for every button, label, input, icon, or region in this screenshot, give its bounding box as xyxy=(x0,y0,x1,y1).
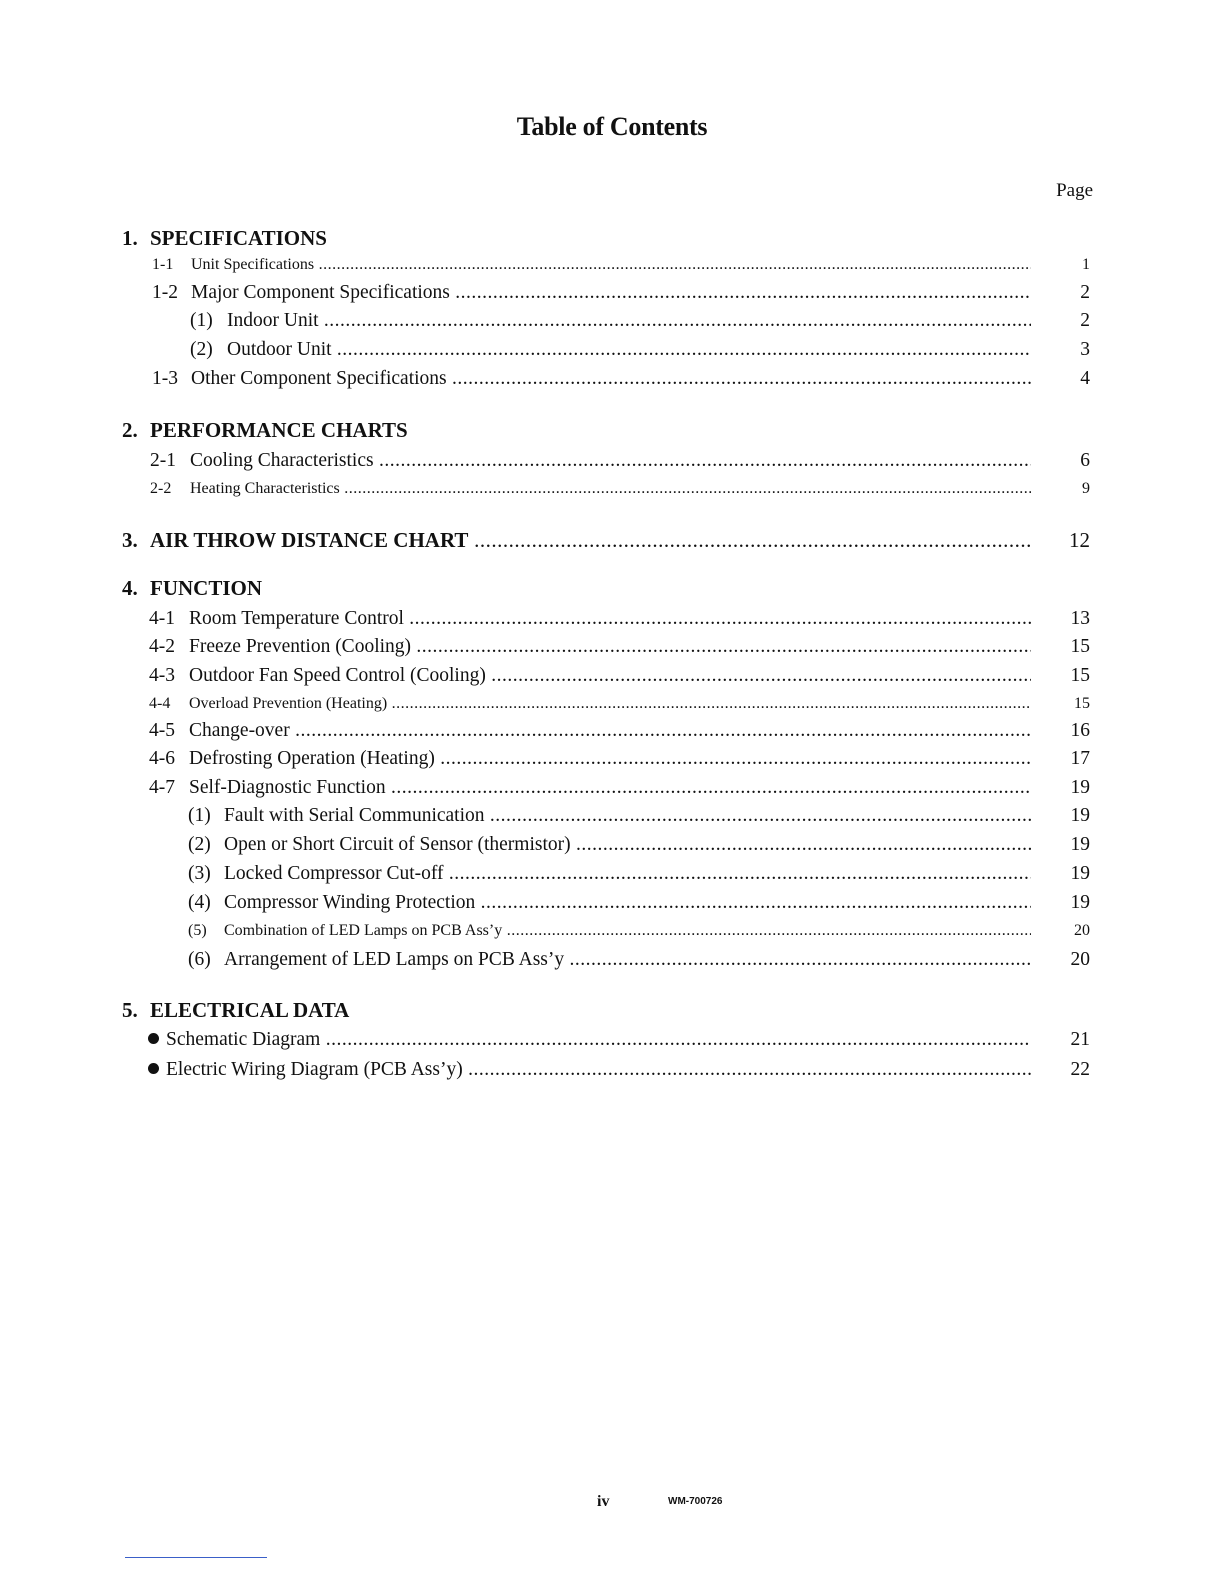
section-number: 1. xyxy=(122,226,138,250)
entry-code: 4-1 xyxy=(149,608,175,629)
toc-entry[interactable] xyxy=(0,892,1224,918)
document-title: Table of Contents xyxy=(516,112,708,141)
toc-entry[interactable] xyxy=(0,480,1224,506)
toc-entry[interactable] xyxy=(0,256,1224,282)
entry-code: 4-5 xyxy=(149,720,175,741)
section-title: FUNCTION xyxy=(150,576,263,600)
entry-page: 3 xyxy=(1080,339,1090,360)
entry-page: 15 xyxy=(1074,695,1090,712)
entry-page: 17 xyxy=(1070,748,1090,769)
entry-code: 4-7 xyxy=(149,777,175,798)
toc-entry[interactable] xyxy=(0,863,1224,889)
entry-page: 19 xyxy=(1070,834,1090,855)
entry-code: 2-2 xyxy=(150,480,172,497)
entry-label: Room Temperature Control ..... xyxy=(189,608,1031,630)
toc-entry[interactable] xyxy=(0,450,1224,476)
section-title xyxy=(150,528,1031,553)
entry-label: Other Component Specifications ..... xyxy=(191,368,1031,390)
section-title: SPECIFICATIONS xyxy=(150,226,327,250)
toc-entry[interactable] xyxy=(0,748,1224,774)
entry-page: 2 xyxy=(1080,282,1090,303)
toc-entry[interactable] xyxy=(0,1059,1224,1085)
entry-page: 2 xyxy=(1080,310,1090,331)
toc-entry[interactable] xyxy=(0,805,1224,831)
entry-label: Heating Characteristics ..... xyxy=(190,480,1031,498)
entry-page: 19 xyxy=(1070,892,1090,913)
entry-page: 13 xyxy=(1070,608,1090,629)
entry-code: 1-2 xyxy=(152,282,178,303)
toc-entry[interactable] xyxy=(0,1029,1224,1055)
footnote-rule xyxy=(125,1557,267,1558)
section-number: 4. xyxy=(122,576,138,600)
entry-label: Defrosting Operation (Heating) ..... xyxy=(189,748,1031,770)
entry-code: 1-3 xyxy=(152,368,178,389)
entry-page: 4 xyxy=(1080,368,1090,389)
toc-entry[interactable] xyxy=(0,665,1224,691)
entry-label: Cooling Characteristics ..... xyxy=(190,450,1031,472)
section-heading-performance-charts xyxy=(122,418,408,443)
entry-label: Indoor Unit ..... xyxy=(227,310,1031,332)
entry-code: (1) xyxy=(188,805,211,826)
entry-page: 19 xyxy=(1070,805,1090,826)
toc-entry-air-throw[interactable] xyxy=(0,528,1224,558)
toc-entry[interactable] xyxy=(0,695,1224,721)
toc-entry[interactable] xyxy=(0,720,1224,746)
section-number: 5. xyxy=(122,998,138,1022)
page-footer xyxy=(0,1493,1224,1513)
entry-label: Change-over ..... xyxy=(189,720,1031,742)
toc-entry[interactable] xyxy=(0,282,1224,308)
entry-page: 20 xyxy=(1070,949,1090,970)
footer-page-number: iv xyxy=(597,1493,610,1510)
entry-label: Outdoor Fan Speed Control (Cooling) ..... xyxy=(189,665,1031,687)
entry-page: 21 xyxy=(1070,1029,1090,1050)
entry-label: Combination of LED Lamps on PCB Ass’y ..... xyxy=(224,922,1031,940)
entry-code: 4-6 xyxy=(149,748,175,769)
entry-code: 4-3 xyxy=(149,665,175,686)
entry-code: (3) xyxy=(188,863,211,884)
toc-entry[interactable] xyxy=(0,949,1224,975)
entry-label: Unit Specifications ..... xyxy=(191,256,1031,274)
section-heading-function xyxy=(122,576,262,601)
toc-entry[interactable] xyxy=(0,608,1224,634)
entry-label: Self-Diagnostic Function ..... xyxy=(189,777,1031,799)
section-title: ELECTRICAL DATA xyxy=(150,998,350,1022)
entry-page: 20 xyxy=(1074,922,1090,939)
entry-code: (2) xyxy=(190,339,213,360)
page-column-label: Page xyxy=(1056,180,1093,201)
entry-page: 15 xyxy=(1070,665,1090,686)
toc-entry[interactable] xyxy=(0,636,1224,662)
section-heading-electrical-data xyxy=(122,998,349,1023)
bullet-icon xyxy=(148,1059,164,1081)
entry-label: Freeze Prevention (Cooling) ..... xyxy=(189,636,1031,658)
entry-code: 1-1 xyxy=(152,256,174,273)
entry-page: 16 xyxy=(1070,720,1090,741)
entry-label: Locked Compressor Cut-off ..... xyxy=(224,863,1031,885)
entry-label: Arrangement of LED Lamps on PCB Ass’y ..... xyxy=(224,949,1031,971)
entry-code: (4) xyxy=(188,892,211,913)
entry-page: 22 xyxy=(1070,1059,1090,1080)
toc-entry[interactable] xyxy=(0,310,1224,336)
entry-label: Compressor Winding Protection ..... xyxy=(224,892,1031,914)
section-heading-specifications xyxy=(122,226,327,251)
entry-page: 6 xyxy=(1080,450,1090,471)
entry-label: Open or Short Circuit of Sensor (thermistor) ..... xyxy=(224,834,1031,856)
entry-code: (1) xyxy=(190,310,213,331)
entry-code: (5) xyxy=(188,922,207,939)
toc-entry[interactable] xyxy=(0,368,1224,394)
toc-entry[interactable] xyxy=(0,834,1224,860)
entry-label: Overload Prevention (Heating) ..... xyxy=(189,695,1031,713)
section-number: 2. xyxy=(122,418,138,442)
entry-page: 19 xyxy=(1070,777,1090,798)
entry-code: 2-1 xyxy=(150,450,176,471)
toc-entry[interactable] xyxy=(0,922,1224,948)
entry-label: Electric Wiring Diagram (PCB Ass’y) ..... xyxy=(166,1059,1031,1081)
entry-page: 15 xyxy=(1070,636,1090,657)
toc-entry[interactable] xyxy=(0,339,1224,365)
entry-label: Outdoor Unit ..... xyxy=(227,339,1031,361)
entry-label: Schematic Diagram ..... xyxy=(166,1029,1031,1051)
toc-entry[interactable] xyxy=(0,777,1224,803)
entry-page: 9 xyxy=(1082,480,1090,497)
section-title-text: AIR THROW DISTANCE CHART xyxy=(150,528,469,552)
entry-code: (2) xyxy=(188,834,211,855)
entry-code: (6) xyxy=(188,949,211,970)
entry-code: 4-2 xyxy=(149,636,175,657)
entry-label: Major Component Specifications ..... xyxy=(191,282,1031,304)
entry-page: 19 xyxy=(1070,863,1090,884)
entry-page: 1 xyxy=(1082,256,1090,273)
entry-code: 4-4 xyxy=(149,695,171,712)
section-number: 3. xyxy=(122,528,138,552)
bullet-icon xyxy=(148,1029,164,1051)
entry-label: Fault with Serial Communication ..... xyxy=(224,805,1031,827)
entry-page: 12 xyxy=(1069,528,1090,552)
footer-document-number: WM-700726 xyxy=(668,1496,723,1507)
section-title: PERFORMANCE CHARTS xyxy=(150,418,408,442)
